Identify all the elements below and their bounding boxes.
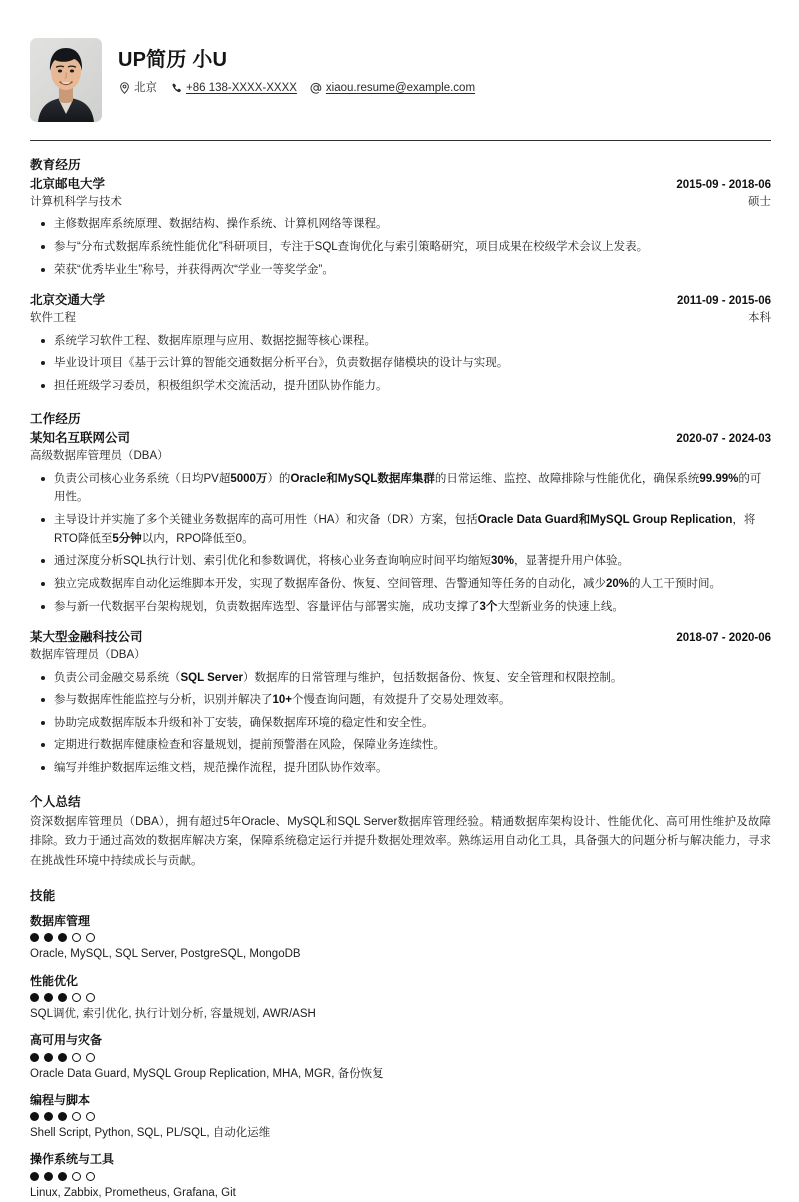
education-entry-header (30, 291, 771, 310)
education-degree: 硕士 (748, 195, 771, 208)
rating-dot-empty (86, 933, 95, 942)
list-item: 通过深度分析SQL执行计划、索引优化和参数调优，将核心业务查询响应时间平均缩短30%，显著提升用户体验。 (30, 552, 771, 571)
skill-keywords: SQL调优, 索引优化, 执行计划分析, 容量规划, AWR/ASH (30, 1007, 316, 1020)
rating-dot-empty (86, 1053, 95, 1062)
skill-name: 高可用与灾备 (30, 1033, 103, 1048)
resume-header (30, 38, 771, 122)
avatar (30, 38, 102, 122)
education-bullets (30, 215, 771, 279)
skill-item (30, 973, 771, 1024)
work-bullets (30, 470, 771, 616)
list-item: 负责公司核心业务系统（日均PV超5000万）的Oracle和MySQL数据库集群的日常运维、监控、故障排除与性能优化，确保系统99.99%的可用性。 (30, 470, 771, 507)
work-date: 2020-07 - 2024-03 (676, 433, 771, 446)
education-school: 北京交通大学 (30, 293, 106, 308)
rating-dot-filled (58, 1053, 67, 1062)
education-date: 2015-09 - 2018-06 (676, 179, 771, 191)
rating-dot-filled (30, 993, 39, 1002)
section-title-skills: 技能 (30, 888, 56, 903)
skill-rating-dots (30, 1112, 771, 1121)
education-entry-subheader (30, 194, 771, 211)
list-item: 主导设计并实施了多个关键业务数据库的高可用性（HA）和灾备（DR）方案，包括Oracle Data Guard和MySQL Group Replication，将RTO降低至5分钟以内，RPO降低至0。 (30, 511, 771, 548)
skill-item (30, 1032, 771, 1083)
skill-item (30, 913, 771, 964)
rating-dot-filled (44, 1172, 53, 1181)
skill-name: 操作系统与工具 (30, 1152, 115, 1167)
summary-text: 资深数据库管理员（DBA），拥有超过5年Oracle、MySQL和SQL Server数据库管理经验。精通数据库架构设计、性能优化、高可用性维护及故障排除。致力于通过高效的数据库解决方案，保障系统稳定运行并提升数据处理效率。熟练运用自动化工具，具备强大的问题分析与解决能力，寻求在挑战性环境中持续成长与贡献。 (30, 815, 771, 868)
section-summary (30, 792, 771, 872)
list-item: 系统学习软件工程、数据库原理与应用、数据挖掘等核心课程。 (30, 332, 771, 351)
contact-location-text: 北京 (134, 82, 157, 94)
contact-email[interactable] (310, 81, 475, 96)
rating-dot-empty (86, 1172, 95, 1181)
work-company: 某大型金融科技公司 (30, 630, 143, 645)
rating-dot-filled (30, 933, 39, 942)
work-company: 某知名互联网公司 (30, 431, 131, 446)
skill-keywords: Oracle Data Guard, MySQL Group Replication, MHA, MGR, 备份恢复 (30, 1067, 384, 1080)
rating-dot-filled (30, 1172, 39, 1181)
phone-icon (170, 82, 182, 94)
list-item: 协助完成数据库版本升级和补丁安装，确保数据库环境的稳定性和安全性。 (30, 714, 771, 733)
education-degree: 本科 (748, 311, 771, 324)
skill-keywords: Oracle, MySQL, SQL Server, PostgreSQL, MongoDB (30, 948, 301, 961)
work-entry-subheader (30, 647, 771, 664)
page-title: UP简历 小U (118, 49, 228, 71)
list-item: 独立完成数据库自动化运维脚本开发，实现了数据库备份、恢复、空间管理、告警通知等任务的自动化，减少20%的人工干预时间。 (30, 575, 771, 594)
work-entry (30, 429, 771, 616)
rating-dot-filled (58, 933, 67, 942)
list-item: 负责公司金融交易系统（SQL Server）数据库的日常管理与维护，包括数据备份、恢复、安全管理和权限控制。 (30, 669, 771, 688)
work-entry-header (30, 429, 771, 448)
work-role: 数据库管理员（DBA） (30, 648, 146, 661)
section-work (30, 409, 771, 777)
skill-rating-dots (30, 1172, 771, 1181)
rating-dot-empty (72, 1112, 81, 1121)
list-item: 编写并维护数据库运维文档，规范操作流程，提升团队协作效率。 (30, 759, 771, 778)
rating-dot-empty (72, 1172, 81, 1181)
contact-row (118, 81, 771, 96)
rating-dot-filled (58, 993, 67, 1002)
contact-location (118, 81, 157, 96)
list-item: 参与数据库性能监控与分析，识别并解决了10+个慢查询问题，有效提升了交易处理效率。 (30, 691, 771, 710)
education-entry (30, 175, 771, 279)
rating-dot-filled (58, 1172, 67, 1181)
skill-keywords: Shell Script, Python, SQL, PL/SQL, 自动化运维 (30, 1127, 271, 1140)
list-item: 参与新一代数据平台架构规划，负责数据库选型、容量评估与部署实施，成功支撑了3个大型新业务的快速上线。 (30, 598, 771, 617)
rating-dot-empty (72, 1053, 81, 1062)
section-skills (30, 886, 771, 1202)
section-title-work: 工作经历 (30, 412, 81, 427)
contact-phone[interactable] (170, 81, 297, 96)
section-title-education: 教育经历 (30, 158, 81, 172)
skill-name: 数据库管理 (30, 913, 91, 928)
work-entry-header (30, 628, 771, 647)
rating-dot-filled (44, 1112, 53, 1121)
work-entry-subheader (30, 448, 771, 465)
list-item: 主修数据库系统原理、数据结构、操作系统、计算机网络等课程。 (30, 215, 771, 234)
skill-rating-dots (30, 1053, 771, 1062)
rating-dot-empty (86, 993, 95, 1002)
list-item: 定期进行数据库健康检查和容量规划，提前预警潜在风险，保障业务连续性。 (30, 736, 771, 755)
rating-dot-filled (30, 1053, 39, 1062)
rating-dot-filled (44, 1053, 53, 1062)
education-entry-header (30, 175, 771, 194)
rating-dot-filled (44, 993, 53, 1002)
education-major: 计算机科学与技术 (30, 195, 122, 208)
at-sign-icon (310, 82, 322, 94)
education-date: 2011-09 - 2015-06 (677, 295, 771, 308)
skill-keywords: Linux, Zabbix, Prometheus, Grafana, Git (30, 1186, 236, 1199)
skill-item (30, 1092, 771, 1143)
rating-dot-filled (30, 1112, 39, 1121)
education-entry-subheader (30, 310, 771, 327)
skill-name: 性能优化 (30, 973, 79, 988)
list-item: 毕业设计项目《基于云计算的智能交通数据分析平台》，负责数据存储模块的设计与实现。 (30, 354, 771, 373)
education-school: 北京邮电大学 (30, 177, 106, 191)
section-education (30, 155, 771, 395)
education-major: 软件工程 (30, 311, 76, 324)
header-text-block (118, 38, 771, 96)
list-item: 荣获“优秀毕业生”称号，并获得两次“学业一等奖学金”。 (30, 261, 771, 280)
skill-rating-dots (30, 993, 771, 1002)
education-entry (30, 291, 771, 395)
rating-dot-empty (86, 1112, 95, 1121)
contact-email-link[interactable]: xiaou.resume@example.com (325, 82, 476, 94)
skill-rating-dots (30, 933, 771, 942)
list-item: 参与“分布式数据库系统性能优化”科研项目，专注于SQL查询优化与索引策略研究，项目成果在校级学术会议上发表。 (30, 238, 771, 257)
location-pin-icon (118, 82, 130, 94)
rating-dot-filled (58, 1112, 67, 1121)
skill-name: 编程与脚本 (30, 1092, 91, 1107)
work-role: 高级数据库管理员（DBA） (30, 450, 169, 463)
work-bullets (30, 669, 771, 778)
rating-dot-empty (72, 993, 81, 1002)
rating-dot-filled (44, 933, 53, 942)
list-item: 担任班级学习委员，积极组织学术交流活动，提升团队协作能力。 (30, 377, 771, 396)
rating-dot-empty (72, 933, 81, 942)
work-date: 2018-07 - 2020-06 (676, 632, 771, 645)
work-entry (30, 628, 771, 777)
header-divider (30, 140, 771, 141)
section-title-summary: 个人总结 (30, 794, 81, 809)
education-bullets (30, 332, 771, 396)
contact-phone-link[interactable]: +86 138-XXXX-XXXX (186, 82, 297, 94)
skill-item (30, 1151, 771, 1202)
